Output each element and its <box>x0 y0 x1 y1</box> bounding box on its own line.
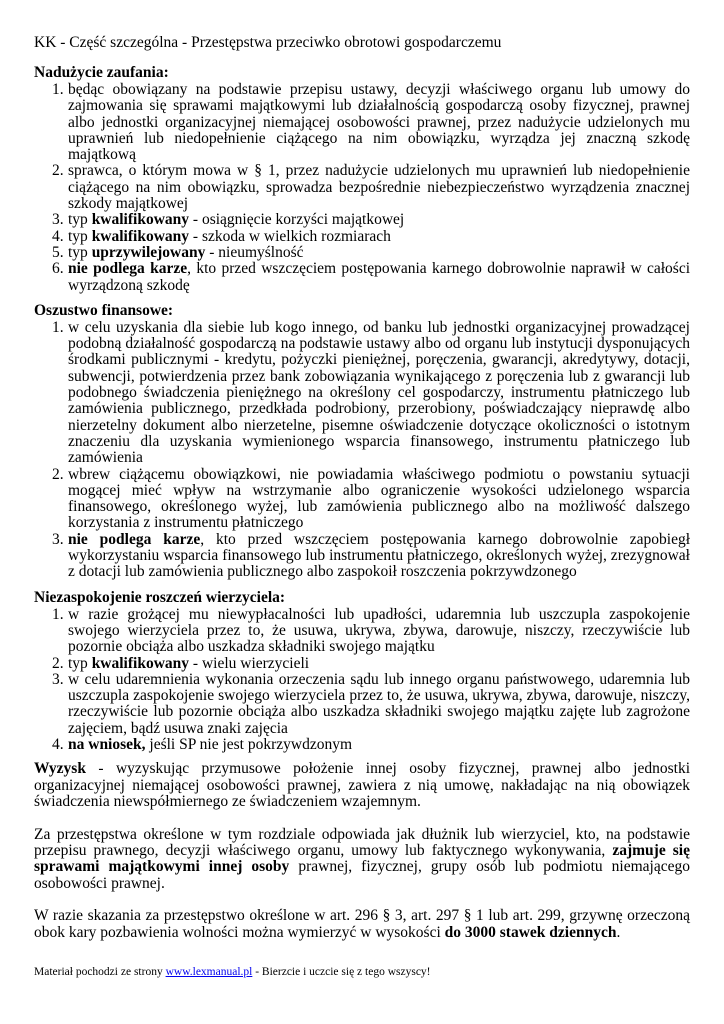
list-number: 2. <box>52 654 64 672</box>
list-item <box>34 656 690 672</box>
list-number: 3. <box>52 211 64 229</box>
text-run: w celu udaremnienia wykonania orzeczenia sądu lub innego organu państwowego, udaremnia lub uszczupla zaspokojenie swojego wierzyciela przez to, że usuwa, ukrywa, zbywa, darowuje, niszczy, rzeczywiście lub pozornie obciąża albo uszkadza składniki swojego majątku zajęte lub zagrożone zajęciem, bądź usuwa znaki zajęcia <box>68 670 690 737</box>
footer-suffix: - Bierzcie i uczcie się z tego wszyscy! <box>252 966 431 978</box>
bold-text: nie podlega karze <box>68 530 201 548</box>
text-run: . <box>616 923 621 941</box>
text-run: będąc obowiązany na podstawie przepisu ustawy, decyzji właściwego organu lub umowy do zajmowania się sprawami majątkowymi lub działalnością gospodarczą osoby fizycznej, prawnej albo jednostki organizacyjnej niemającej osobowości prawnej, przez nadużycie udzielonych mu uprawnień lub niedopełnienie ciążącego na nim obowiązku, wyrządza jej znaczną szkodę majątkową <box>68 81 690 164</box>
text-run: - nieumyślność <box>205 243 304 261</box>
list-item <box>34 320 690 467</box>
list-number: 1. <box>52 605 64 623</box>
text-run: typ <box>68 243 92 261</box>
list-item <box>34 163 690 212</box>
list-number: 5. <box>52 243 64 261</box>
section-niezaspokojenie <box>34 589 690 754</box>
list-item <box>34 532 690 581</box>
list-number: 2. <box>52 162 64 180</box>
list-item <box>34 82 690 163</box>
section-heading: Oszustwo finansowe: <box>34 301 174 319</box>
text-run: typ <box>68 227 92 245</box>
text-run: , kto przed wszczęciem postępowania karnego dobrowolnie zapobiegł wykorzystaniu wsparcia finansowego lub instrumentu płatniczego, określonych wyżej, zrezygnował z dotacji lub zamówienia publicznego albo zaspokoił roszczenia pokrzywdzonego <box>68 530 691 581</box>
text-run: w razie grożącej mu niewypłacalności lub upadłości, udaremnia lub uszczupla zaspokojenie swojego wierzyciela przez to, że usuwa, ukrywa, zbywa, darowuje, niszczy, rzeczywiście lub pozornie obciąża albo uszkadza składniki swojego majątku <box>68 605 690 656</box>
footer <box>34 966 431 978</box>
paragraph-grzywna <box>34 908 690 941</box>
list-number: 2. <box>52 465 64 483</box>
list-item <box>34 607 690 656</box>
section-heading: Niezaspokojenie roszczeń wierzyciela: <box>34 588 286 606</box>
list-item <box>34 672 690 737</box>
bold-text: zajmuje się sprawami majątkowymi innej osoby <box>34 841 690 876</box>
text-run: - wielu wierzycieli <box>189 654 310 672</box>
list-number: 1. <box>52 81 64 98</box>
list-number: 4. <box>52 227 64 245</box>
bold-text: kwalifikowany <box>91 227 190 245</box>
section-naduzycie <box>34 64 690 294</box>
text-run: Za przestępstwa określone w tym rozdziale odpowiada jak dłużnik lub wierzyciel, kto, na podstawie przepisu prawnego, decyzji właściwego organu, umowy lub faktycznego wykonywania, <box>34 825 690 859</box>
bold-text: na wniosek, <box>68 735 146 753</box>
text-run: W razie skazania za przestępstwo określone w art. 296 § 3, art. 297 § 1 lub art. 299, grzywnę orzeczoną obok kary pozbawienia wolności można wymierzyć w wysokości <box>34 907 690 941</box>
list-number: 6. <box>52 260 64 278</box>
paragraph-wyzysk <box>34 761 690 810</box>
text-run: wbrew ciążącemu obowiązkowi, nie powiadamia właściwego podmiotu o powstaniu sytuacji mogącej mieć wpływ na wstrzymanie albo ograniczenie wysokości udzielonego wsparcia finansowego, określonego wyżej, lub zamówienia publicznego albo na możliwość dalszego korzystania z instrumentu płatniczego <box>68 465 690 532</box>
section-heading: Nadużycie zaufania: <box>34 64 169 81</box>
list-item <box>34 245 690 261</box>
document-page <box>34 34 690 957</box>
item-list <box>34 82 690 294</box>
text-run: - szkoda w wielkich rozmiarach <box>189 227 391 245</box>
footer-prefix: Materiał pochodzi ze strony <box>34 966 166 978</box>
text-run: - wyzyskując przymusowe położenie innej osoby fizycznej, prawnej albo jednostki organizacyjnej niemającej osobowości prawnej, zawiera z nią umowę, nakładając na nią obowiązek świadczenia niewspółmiernego ze świadczeniem wzajemnym. <box>34 760 690 811</box>
list-number: 1. <box>52 318 64 336</box>
list-item <box>34 212 690 228</box>
list-number: 4. <box>52 735 64 753</box>
bold-text: uprzywilejowany <box>91 243 206 261</box>
list-number: 3. <box>52 530 64 548</box>
text-run: prawnej, fizycznej, grupy osób lub podmiotu niemającego osobowości prawnej. <box>34 858 691 892</box>
paragraph-odpowiedzialnosc <box>34 827 690 893</box>
text-run: , kto przed wszczęciem postępowania karnego dobrowolnie naprawił w całości wyrządzoną szkodę <box>68 260 691 294</box>
item-list <box>34 607 690 754</box>
text-run: sprawca, o którym mowa w § 1, przez nadużycie udzielonych mu uprawnień lub niedopełnienie ciążącego na nim obowiązku, sprowadza bezpośrednie niebezpieczeństwo wyrządzenia znacznej szkody majątkowej <box>68 162 690 213</box>
text-run: - osiągnięcie korzyści majątkowej <box>189 211 405 229</box>
text-run: typ <box>68 654 92 672</box>
bold-text: kwalifikowany <box>91 211 190 229</box>
text-run: jeśli SP nie jest pokrzywdzonym <box>145 735 353 753</box>
text-run: typ <box>68 211 92 229</box>
bold-text: do 3000 stawek dziennych <box>444 923 617 941</box>
bold-text: nie podlega karze <box>68 260 188 278</box>
list-item <box>34 261 690 294</box>
list-item <box>34 229 690 245</box>
bold-text: Wyzysk <box>34 760 86 778</box>
bold-text: kwalifikowany <box>91 654 190 672</box>
section-oszustwo <box>34 302 690 581</box>
item-list <box>34 320 690 581</box>
list-item <box>34 737 690 753</box>
document-title: KK - Część szczególna - Przestępstwa przeciwko obrotowi gospodarczemu <box>34 34 502 51</box>
list-number: 3. <box>52 670 64 688</box>
list-item <box>34 467 690 532</box>
footer-link[interactable]: www.lexmanual.pl <box>165 966 253 978</box>
text-run: w celu uzyskania dla siebie lub kogo innego, od banku lub jednostki organizacyjnej prowadzącej podobną działalność gospodarczą na podstawie ustawy albo od organu lub instytucji dysponujących środkami publicznymi - kredytu, pożyczki pieniężnej, poręczenia, gwarancji, akredytywy, dotacji, subwencji, potwierdzenia przez bank zobowiązania wynikającego z poręczenia lub z gwarancji lub podobnego świadczenia pieniężnego na określony cel gospodarczy, instrumentu płatniczego lub zamówienia publicznego, przedkłada podrobiony, przerobiony, poświadczający nieprawdę albo nierzetelny dokument albo nierzetelne, pisemne oświadczenie dotyczące okoliczności o istotnym znaczeniu dla uzyskania wymienionego wsparcia finansowego, instrumentu płatniczego lub zamówienia <box>68 318 690 467</box>
